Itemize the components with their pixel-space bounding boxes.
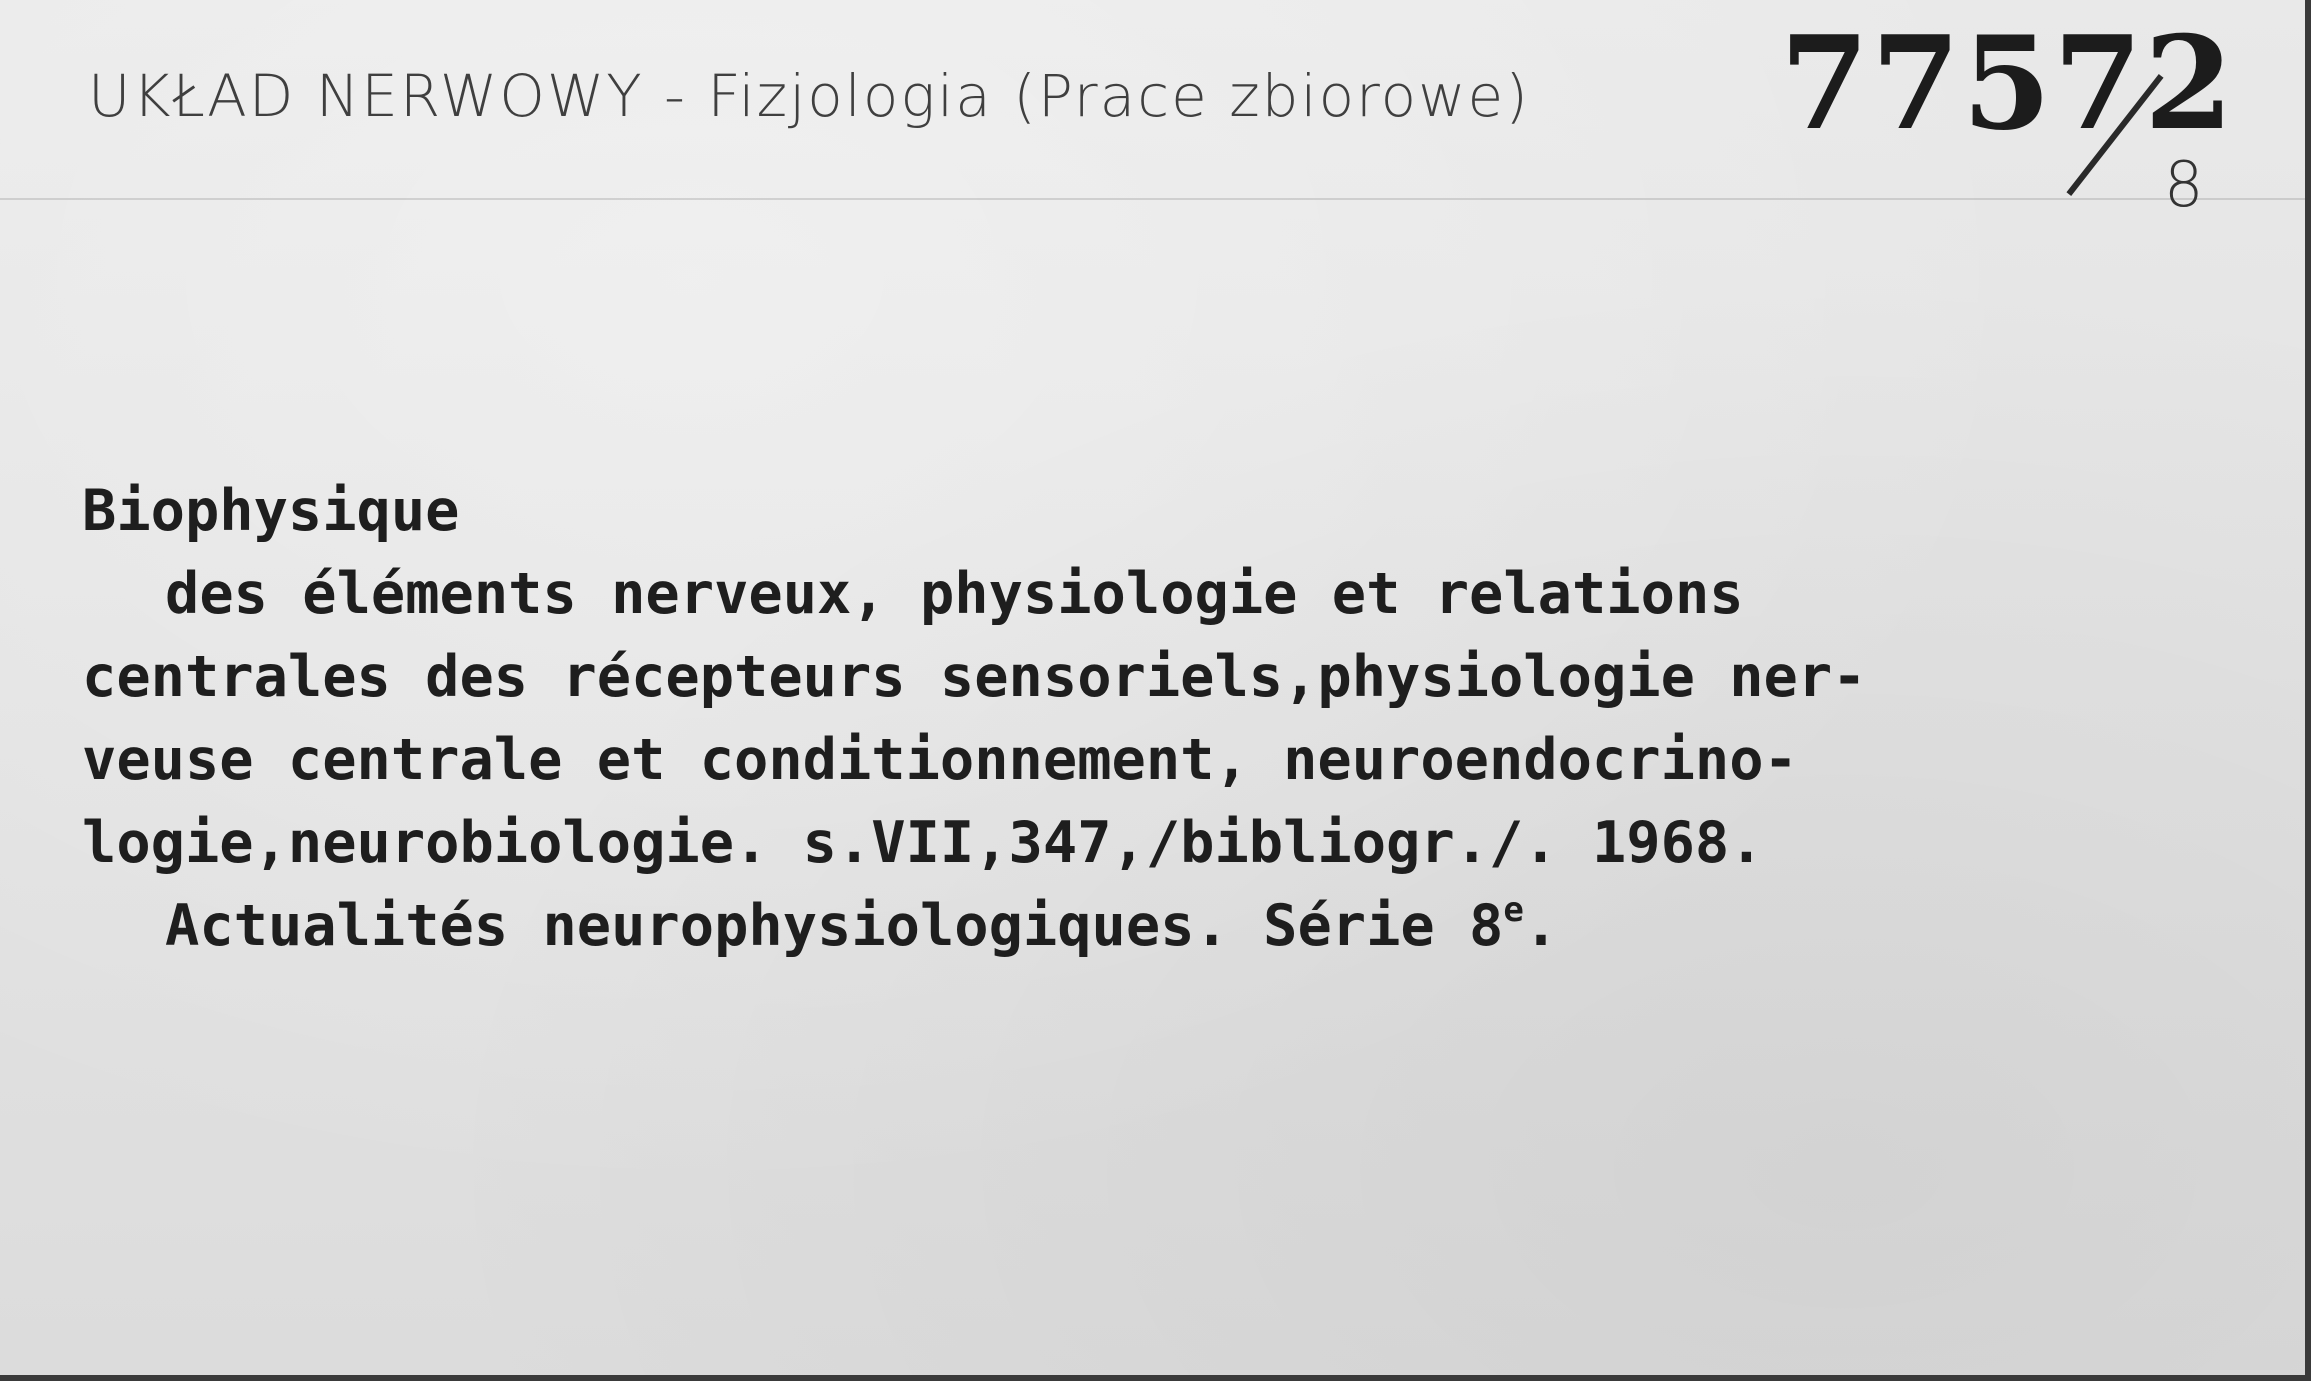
body-line: des éléments nerveux, physiologie et relations [165, 561, 1744, 627]
card-title: Biophysique [82, 478, 460, 544]
series-line [82, 885, 2262, 968]
call-number-fraction [2100, 60, 2210, 220]
card-body [82, 470, 2262, 968]
series-superscript: e [1503, 890, 1524, 930]
call-number-denominator: 8 [2164, 148, 2204, 221]
call-number: 77572 [1780, 9, 2236, 159]
series-end: . [1523, 893, 1559, 959]
header-rule [0, 198, 2311, 200]
body-line: logie,neurobiologie. s.VII,347,/bibliogr./. 1968. [82, 810, 1764, 876]
subject-heading: UKŁAD NERWOWY - Fizjologia (Prace zbiorowe) [88, 62, 1530, 130]
body-line: veuse centrale et conditionnement, neuroendocrino- [82, 727, 1798, 793]
series-text: Actualités neurophysiologiques. Série 8 [165, 893, 1504, 959]
body-line: centrales des récepteurs sensoriels,physiologie ner- [82, 644, 1867, 710]
